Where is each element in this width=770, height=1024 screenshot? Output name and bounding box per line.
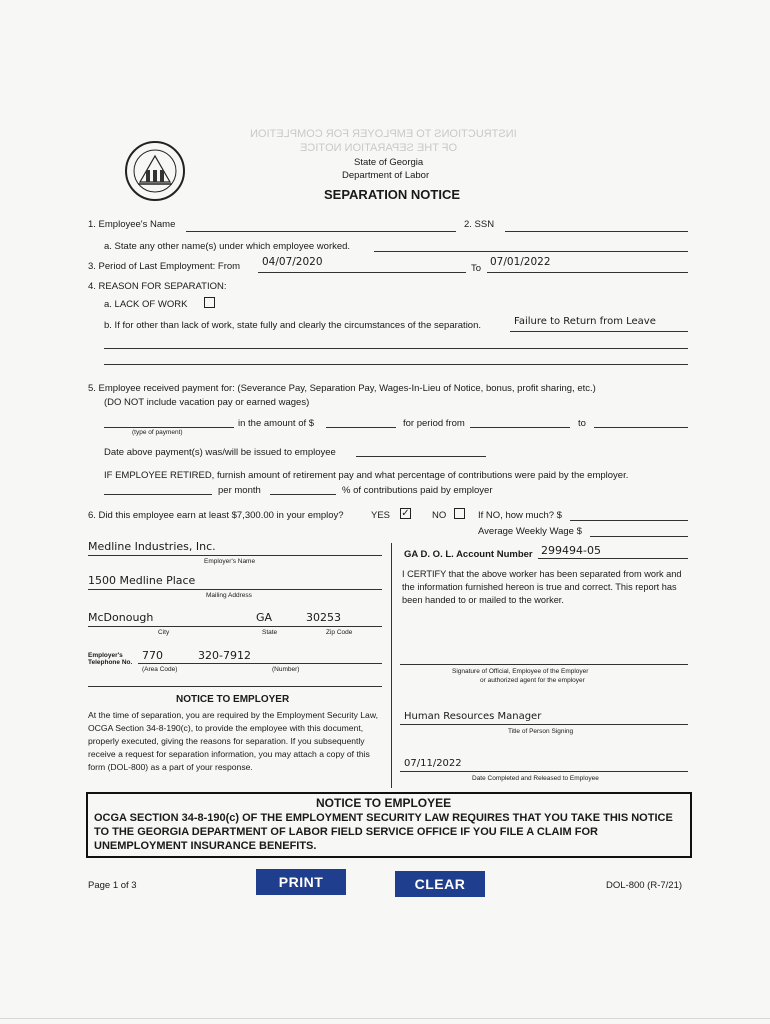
print-button[interactable]: PRINT [256, 869, 346, 895]
per-month-label: per month [218, 485, 261, 496]
employer-city-value: McDonough [88, 611, 154, 624]
signature-caption-2: or authorized agent for the employer [480, 677, 585, 684]
period-from-value: 04/07/2020 [262, 256, 323, 268]
employer-name-field[interactable] [88, 555, 382, 556]
signature-caption-1: Signature of Official, Employee of the Employer [452, 668, 589, 675]
employee-name-field[interactable] [186, 231, 456, 232]
notice-employee-box [86, 792, 692, 858]
period-to-label: To [471, 263, 482, 274]
payment-note: (DO NOT include vacation pay or earned wages) [104, 397, 310, 408]
employer-city-state-zip-field[interactable] [88, 626, 382, 627]
phone-number-value: 320-7912 [198, 649, 251, 662]
employer-block-divider [88, 686, 382, 687]
avg-wage-label: Average Weekly Wage $ [478, 526, 582, 537]
retirement-amount-field[interactable] [104, 494, 212, 495]
other-reason-line-2[interactable] [104, 348, 688, 349]
period-from-field[interactable] [258, 272, 466, 273]
employer-name-caption: Employer's Name [204, 558, 256, 565]
date-completed-caption: Date Completed and Released to Employee [472, 775, 599, 782]
check-mark-icon: ✓ [401, 508, 410, 519]
form-id: DOL-800 (R-7/21) [606, 880, 683, 891]
account-number-value: 299494-05 [541, 544, 601, 557]
ssn-label: 2. SSN [464, 219, 495, 230]
signer-title-value: Human Resources Manager [404, 711, 542, 722]
other-names-field[interactable] [374, 251, 688, 252]
employer-phone-field[interactable] [138, 663, 382, 664]
state-seal-icon [124, 140, 186, 202]
zip-caption: Zip Code [326, 629, 353, 636]
reason-label: 4. REASON FOR SEPARATION: [88, 281, 227, 292]
other-reason-line-3[interactable] [104, 364, 688, 365]
scan-edge-line [0, 1018, 770, 1019]
signer-title-field[interactable] [400, 724, 688, 725]
column-divider [391, 543, 392, 788]
yes-checkbox[interactable] [400, 508, 411, 519]
employer-address-field[interactable] [88, 589, 382, 590]
other-reason-value: Failure to Return from Leave [514, 316, 656, 327]
bleed-through-heading: INSTRUCTIONS TO EMPLOYER FOR COMPLETION [250, 128, 517, 140]
period-label: 3. Period of Last Employment: From [88, 261, 241, 272]
ssn-field[interactable] [505, 231, 688, 232]
date-issued-label: Date above payment(s) was/will be issued to employee [104, 447, 336, 458]
phone-label-2: Telephone No. [88, 659, 133, 666]
no-checkbox[interactable] [454, 508, 465, 519]
account-number-field[interactable] [538, 558, 688, 559]
amount-field[interactable] [326, 427, 396, 428]
period-for-label: for period from [403, 418, 465, 429]
retirement-percent-field[interactable] [270, 494, 336, 495]
signer-title-caption: Title of Person Signing [508, 728, 574, 735]
employer-address-value: 1500 Medline Place [88, 574, 196, 587]
lack-of-work-label: a. LACK OF WORK [104, 299, 188, 310]
bleed-through-subheading: OF THE SEPARATION NOTICE [300, 142, 458, 154]
period-to-value: 07/01/2022 [490, 256, 551, 268]
employer-zip-value: 30253 [306, 611, 341, 624]
area-code-caption: (Area Code) [142, 666, 178, 673]
department-name: Department of Labor [342, 170, 430, 181]
city-caption: City [158, 629, 170, 636]
payment-period-to-field[interactable] [594, 427, 688, 428]
if-no-amount-field[interactable] [570, 520, 688, 521]
other-reason-field[interactable] [510, 331, 688, 332]
if-no-label: If NO, how much? $ [478, 510, 562, 521]
no-label: NO [432, 510, 447, 521]
payment-period-from-field[interactable] [470, 427, 570, 428]
notice-employee-heading: NOTICE TO EMPLOYEE [316, 796, 452, 810]
area-code-value: 770 [142, 649, 163, 662]
q6-label: 6. Did this employee earn at least $7,300.00 in your employ? [88, 510, 344, 521]
avg-wage-field[interactable] [590, 536, 688, 537]
employer-address-caption: Mailing Address [206, 592, 252, 599]
certify-text: I CERTIFY that the above worker has been separated from work and the information furnished hereon is true and correct. This report has been handed to or mailed to the worker. [402, 569, 682, 605]
state-caption: State [262, 629, 278, 636]
employee-name-label: 1. Employee's Name [88, 219, 176, 230]
employer-state-value: GA [256, 611, 273, 624]
lack-of-work-checkbox[interactable] [204, 297, 215, 308]
period-to-field[interactable] [487, 272, 688, 273]
clear-button[interactable]: CLEAR [395, 871, 485, 897]
date-completed-field[interactable] [400, 771, 688, 772]
payment-type-field[interactable] [104, 427, 234, 428]
percent-contributions-label: % of contributions paid by employer [342, 485, 493, 496]
notice-employer-body: At the time of separation, you are required by the Employment Security Law, OCGA Section 34-8-190(c), to provide the employee with this document, properly executed, giving the reasons for separation. If you subsequently receive a request for separation information, you may attach a copy of this form (DOL-800) as a part of your response. [88, 710, 378, 772]
account-number-label: GA D. O. L. Account Number [404, 549, 533, 560]
other-reason-label: b. If for other than lack of work, state fully and clearly the circumstances of the separation. [104, 320, 482, 331]
yes-label: YES [371, 510, 391, 521]
other-names-label: a. State any other name(s) under which employee worked. [104, 241, 351, 252]
notice-employee-body: OCGA SECTION 34-8-190(c) OF THE EMPLOYMENT SECURITY LAW REQUIRES THAT YOU TAKE THIS NOTICE TO THE GEORGIA DEPARTMENT OF LABOR FIELD SERVICE OFFICE IF YOU FILE A CLAIM FOR UNEMPLOYMENT INSURANCE BENEFITS. [94, 812, 673, 852]
state-name: State of Georgia [354, 157, 424, 168]
date-issued-field[interactable] [356, 456, 486, 457]
date-completed-value: 07/11/2022 [404, 758, 462, 769]
amount-label: in the amount of $ [238, 418, 315, 429]
payment-to-label: to [578, 418, 586, 429]
form-title: SEPARATION NOTICE [324, 187, 461, 202]
payment-type-caption: (type of payment) [132, 429, 183, 436]
phone-label-1: Employer's [88, 652, 123, 659]
page-number: Page 1 of 3 [88, 880, 137, 891]
signature-field[interactable] [400, 664, 688, 665]
number-caption: (Number) [272, 666, 300, 673]
retired-label: IF EMPLOYEE RETIRED, furnish amount of retirement pay and what percentage of contributions were paid by the employer. [104, 470, 629, 481]
employer-name-value: Medline Industries, Inc. [88, 540, 216, 553]
payment-label: 5. Employee received payment for: (Severance Pay, Separation Pay, Wages-In-Lieu of Notice, bonus, profit sharing, etc.) [88, 383, 596, 394]
notice-employer-heading: NOTICE TO EMPLOYER [176, 694, 290, 705]
